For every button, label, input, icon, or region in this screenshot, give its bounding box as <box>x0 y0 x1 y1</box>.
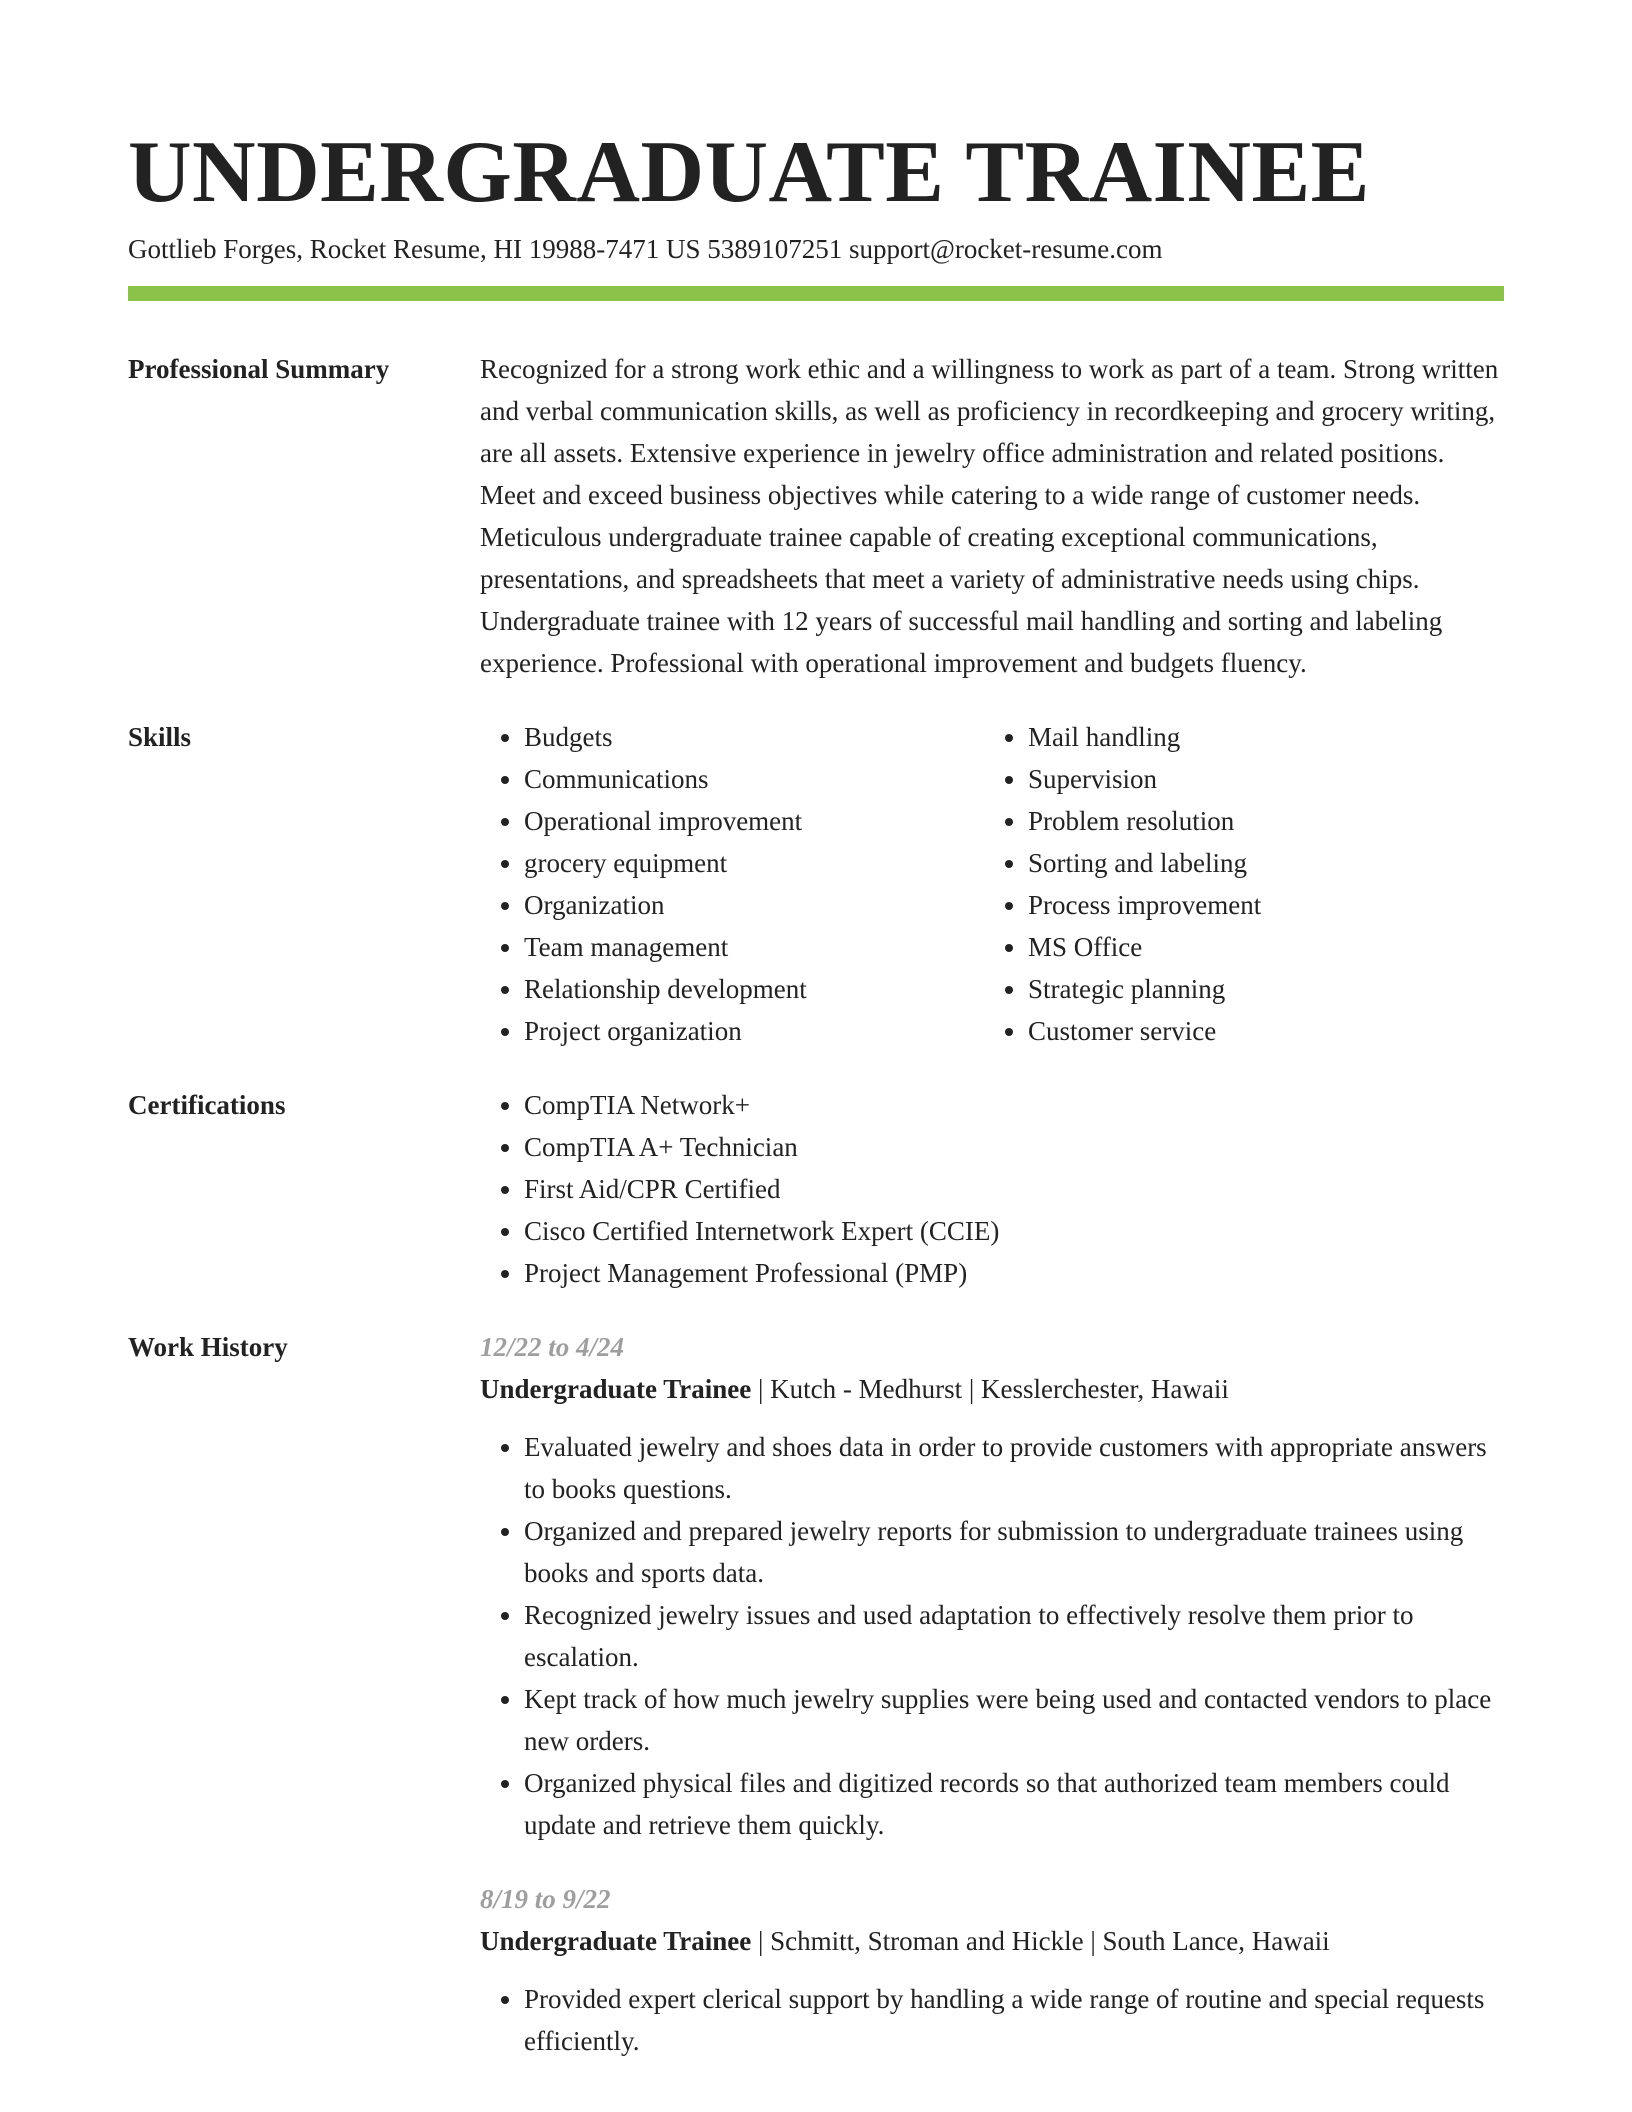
skill-item: • Supervision <box>1028 758 1488 800</box>
job-entry <box>480 1326 1504 1846</box>
summary-text: Recognized for a strong work ethic and a willingness to work as part of a team. Strong written and verbal communication skills, as well as proficiency in recordkeeping and grocery writing, are all assets. Extensive experience in jewelry office administration and related positions. Meet and exceed business objectives while catering to a wide range of customer needs. Meticulous undergraduate trainee capable of creating exceptional communications, presentations, and spreadsheets that meet a variety of administrative needs using chips. Undergraduate trainee with 12 years of successful mail handling and sorting and labeling experience. Professional with operational improvement and budgets fluency. <box>480 354 1499 678</box>
skill-item: • Mail handling <box>1028 716 1488 758</box>
skill-item: • Problem resolution <box>1028 800 1488 842</box>
skill-item: • Process improvement <box>1028 884 1488 926</box>
job-bullet: • Evaluated jewelry and shoes data in order to provide customers with appropriate answers to books questions. <box>524 1426 1504 1510</box>
job-bullet: • Kept track of how much jewelry supplies were being used and contacted vendors to place new orders. <box>524 1678 1504 1762</box>
certification-item: • Project Management Professional (PMP) <box>524 1252 1504 1294</box>
job-dates: 8/19 to 9/22 <box>480 1884 611 1914</box>
work-history-section <box>128 1326 1504 2094</box>
skills-heading: Skills <box>128 722 192 752</box>
certifications-list <box>480 1084 1504 1294</box>
summary-heading: Professional Summary <box>128 354 390 384</box>
job-bullet: • Organized physical files and digitized records so that authorized team members could update and retrieve them quickly. <box>524 1762 1504 1846</box>
skill-item: • Project organization <box>524 1010 984 1052</box>
job-bullet: • Provided expert clerical support by handling a wide range of routine and special requests efficiently. <box>524 1978 1504 2062</box>
job-bullets <box>480 1978 1504 2062</box>
skills-list-left <box>480 716 984 1052</box>
job-bullet: • Organized and prepared jewelry reports for submission to undergraduate trainees using books and sports data. <box>524 1510 1504 1594</box>
job-heading <box>480 1920 1504 1962</box>
resume-content <box>128 348 1504 2112</box>
skill-item: • Team management <box>524 926 984 968</box>
skill-item: • Organization <box>524 884 984 926</box>
job-bullet: • Recognized jewelry issues and used adaptation to effectively resolve them prior to escalation. <box>524 1594 1504 1678</box>
skills-list-right <box>984 716 1488 1052</box>
skills-section <box>128 716 1504 1052</box>
skill-item: • Communications <box>524 758 984 800</box>
work-history-heading: Work History <box>128 1332 288 1362</box>
skill-item: • Budgets <box>524 716 984 758</box>
skill-item: • Strategic planning <box>1028 968 1488 1010</box>
certification-item: • CompTIA Network+ <box>524 1084 1504 1126</box>
skill-item: • grocery equipment <box>524 842 984 884</box>
accent-divider <box>128 286 1504 301</box>
job-dates: 12/22 to 4/24 <box>480 1332 625 1362</box>
certifications-heading: Certifications <box>128 1090 286 1120</box>
skill-item: • MS Office <box>1028 926 1488 968</box>
skill-item: • Relationship development <box>524 968 984 1010</box>
job-heading <box>480 1368 1504 1410</box>
contact-info: Gottlieb Forges, Rocket Resume, HI 19988-7471 US 5389107251 support@rocket-resume.com <box>128 234 1163 264</box>
job-title: Undergraduate Trainee <box>480 1926 752 1956</box>
summary-section <box>128 348 1504 684</box>
skill-item: • Operational improvement <box>524 800 984 842</box>
certification-item: • First Aid/CPR Certified <box>524 1168 1504 1210</box>
certifications-section <box>128 1084 1504 1294</box>
job-entry <box>480 1878 1504 2062</box>
job-bullets <box>480 1426 1504 1846</box>
job-title: Undergraduate Trainee <box>480 1374 752 1404</box>
skill-item: • Customer service <box>1028 1010 1488 1052</box>
certification-item: • CompTIA A+ Technician <box>524 1126 1504 1168</box>
job-employer-location: | Kutch - Medhurst | Kesslerchester, Hawaii <box>751 1374 1229 1404</box>
job-employer-location: | Schmitt, Stroman and Hickle | South Lance, Hawaii <box>751 1926 1330 1956</box>
skill-item: • Sorting and labeling <box>1028 842 1488 884</box>
certification-item: • Cisco Certified Internetwork Expert (CCIE) <box>524 1210 1504 1252</box>
resume-title: UNDERGRADUATE TRAINEE <box>128 124 1370 221</box>
